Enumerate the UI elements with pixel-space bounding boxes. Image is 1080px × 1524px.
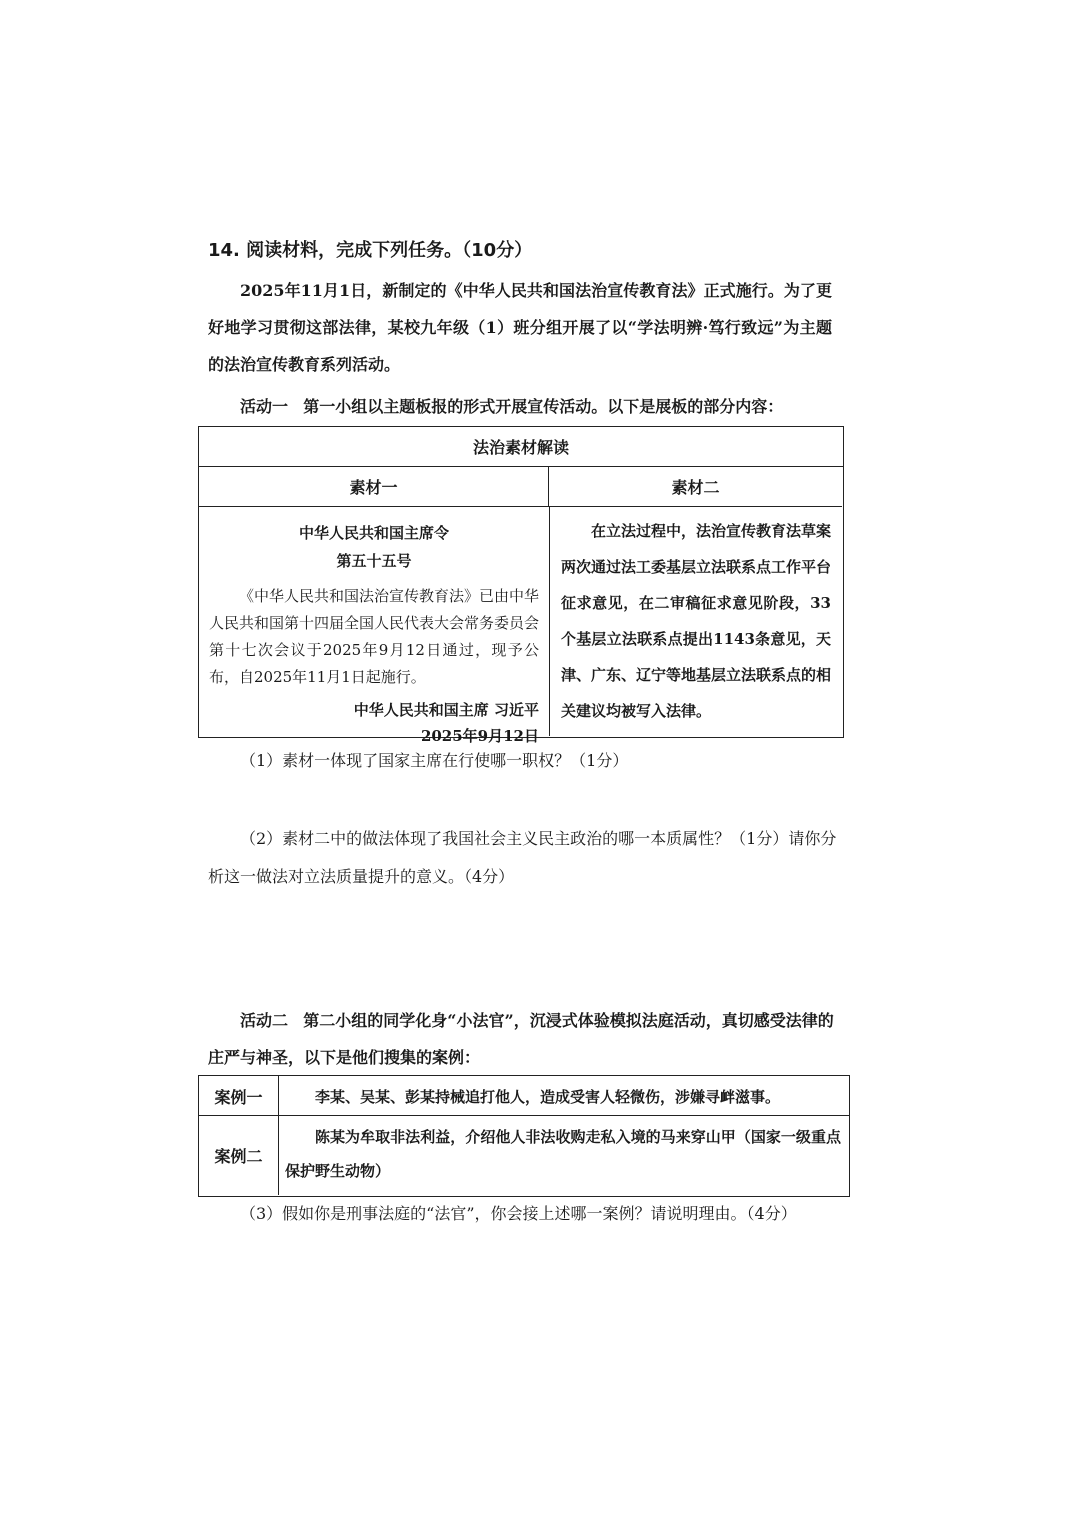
- decree-number: 第五十五号: [336, 552, 412, 570]
- activity2-text-1: 第二小组的同学化身“小法官”，沉浸式体验模拟法庭活动，真切感受法律的: [303, 1011, 834, 1030]
- case1-text: 李某、吴某、彭某持械追打他人，造成受害人轻微伤，涉嫌寻衅滋事。: [315, 1087, 781, 1106]
- decree-signature: 中华人民共和国主席 习近平: [353, 701, 539, 719]
- activity1-line: [240, 394, 783, 417]
- material2-header: 素材二: [549, 467, 842, 507]
- case2-text: 陈某为牟取非法利益，介绍他人非法收购走私入境的马来穿山甲（国家一级重点保护野生动物）: [285, 1128, 841, 1180]
- activity1-label: 活动一: [240, 397, 289, 416]
- question-3: （3）假如你是刑事法庭的“法官”，你会接上述哪一案例？请说明理由。（4分）: [240, 1204, 797, 1223]
- material-table-header: 法治素材解读: [199, 427, 843, 467]
- case2-label: 案例二: [199, 1116, 279, 1195]
- question-1: （1）素材一体现了国家主席在行使哪一职权？（1分）: [240, 751, 629, 770]
- question-intro: 2025年11月1日，新制定的《中华人民共和国法治宣传教育法》正式施行。为了更好地学习贯彻这部法律，某校九年级（1）班分组开展了以“学法明辨·笃行致远”为主题的法治宣传教育系列活动。: [208, 281, 832, 374]
- activity2-text-2: 庄严与神圣，以下是他们搜集的案例：: [208, 1048, 481, 1067]
- case-table: [198, 1075, 850, 1197]
- activity2-line1: [240, 1008, 834, 1031]
- material2-content: 在立法过程中，法治宣传教育法草案两次通过法工委基层立法联系点工作平台征求意见，在二审稿征求意见阶段，33个基层立法联系点提出1143条意见，天津、广东、辽宁等地基层立法联系点的相关建议均被写入法律。: [561, 522, 832, 720]
- activity2-label: 活动二: [240, 1011, 289, 1030]
- question-2-line2: 析这一做法对立法质量提升的意义。（4分）: [208, 867, 515, 886]
- question-title: 14. 阅读材料，完成下列任务。（10分）: [208, 240, 533, 261]
- question-2-line1: （2）素材二中的做法体现了我国社会主义民主政治的哪一本质属性？（1分）请你分: [240, 829, 837, 848]
- material1-content: [209, 519, 539, 749]
- activity1-text: 第一小组以主题板报的形式开展宣传活动。以下是展板的部分内容：: [303, 397, 784, 416]
- case1-label: 案例一: [199, 1076, 279, 1116]
- table-divider: [549, 507, 550, 736]
- material-table: [198, 426, 844, 745]
- decree-text: 《中华人民共和国法治宣传教育法》已由中华人民共和国第十四届全国人民代表大会常务委员会第十七次会议于2025年9月12日通过，现予公布，自2025年11月1日起施行。: [209, 587, 540, 686]
- decree-date: 2025年9月12日: [420, 727, 539, 745]
- decree-title: 中华人民共和国主席令: [298, 524, 449, 542]
- material1-header: 素材一: [199, 467, 549, 507]
